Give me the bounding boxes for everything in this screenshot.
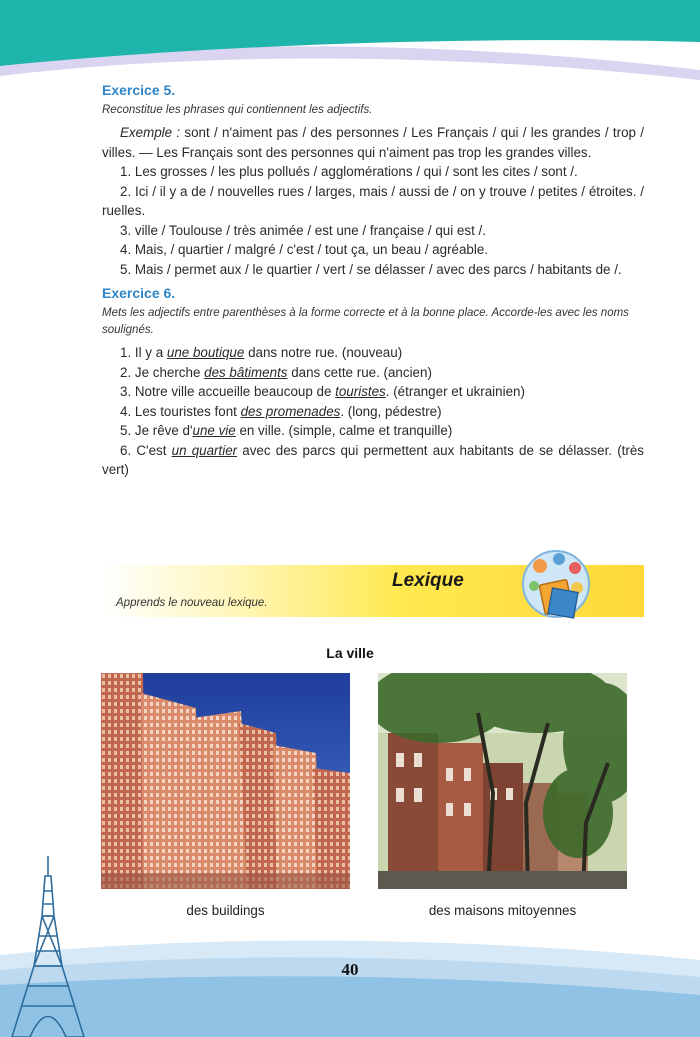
exercise6-item: 6. C'est un quartier avec des parcs qui permettent aux habitants de se délasser. (très vert) bbox=[102, 442, 644, 477]
exercise5-item: 4. Mais, / quartier / malgré / c'est / tout ça, un beau / agréable. bbox=[120, 242, 489, 257]
exercise5-title: Exercice 5. bbox=[102, 82, 176, 98]
lexique-title: Lexique bbox=[392, 570, 464, 591]
underlined-noun: un quartier bbox=[171, 442, 238, 458]
townhouses-photo bbox=[378, 673, 627, 889]
header-decoration bbox=[0, 0, 700, 80]
exercise5-item: 2. Ici / il y a de / nouvelles rues / larges, mais / aussi de / on y trouve / petites / étroites. / ruelles. bbox=[102, 183, 644, 218]
lexique-subtitle: Apprends le nouveau lexique. bbox=[116, 597, 268, 609]
underlined-noun: touristes bbox=[335, 384, 386, 399]
example-label: Exemple : bbox=[120, 125, 181, 140]
exercise5-item: 1. Les grosses / les plus pollués / agglomérations / qui / sont les cites / sont /. bbox=[120, 164, 578, 179]
photo-caption: des maisons mitoyennes bbox=[428, 903, 577, 918]
exercise6-item: 5. Je rêve d'une vie en ville. (simple, calme et tranquille) bbox=[120, 423, 453, 438]
example-text: sont / n'aiment pas / des personnes / Les Français / qui / les grandes / trop / villes. — Les Français sont des personnes qui n'aiment pas trop les grandes villes. bbox=[102, 125, 644, 160]
buildings-photo bbox=[101, 673, 350, 889]
exercise6-item: 3. Notre ville accueille beaucoup de touristes. (étranger et ukrainien) bbox=[120, 384, 525, 399]
exercise6-instruction: Mets les adjectifs entre parenthèses à la forme correcte et à la bonne place. Accorde-les avec les noms soulignés. bbox=[102, 307, 629, 336]
section-title: La ville bbox=[326, 645, 374, 661]
exercises-column bbox=[102, 82, 644, 480]
underlined-noun: des promenades bbox=[240, 403, 341, 419]
exercise5-item: 5. Mais / permet aux / le quartier / vert / se délasser / avec des parcs / habitants de /. bbox=[120, 261, 622, 277]
exercise6-title: Exercice 6. bbox=[102, 285, 176, 301]
vocabulary-book-icon bbox=[520, 548, 592, 628]
exercise6-item: 2. Je cherche des bâtiments dans cette rue. (ancien) bbox=[120, 364, 432, 380]
exercise5-item: 3. ville / Toulouse / très animée / est une / française / qui est /. bbox=[120, 222, 486, 238]
underlined-noun: une boutique bbox=[166, 345, 245, 360]
page-number: 40 bbox=[341, 960, 359, 979]
exercise5-example bbox=[102, 123, 644, 162]
exercise6-item: 4. Les touristes font des promenades. (long, pédestre) bbox=[120, 403, 442, 419]
exercise6-item: 1. Il y a une boutique dans notre rue. (nouveau) bbox=[120, 345, 403, 360]
underlined-noun: des bâtiments bbox=[204, 364, 288, 380]
eiffel-tower-icon bbox=[8, 856, 88, 1037]
underlined-noun: une vie bbox=[192, 423, 236, 438]
exercise5-instruction: Reconstitue les phrases qui contiennent les adjectifs. bbox=[102, 104, 373, 116]
photo-caption: des buildings bbox=[186, 903, 265, 918]
